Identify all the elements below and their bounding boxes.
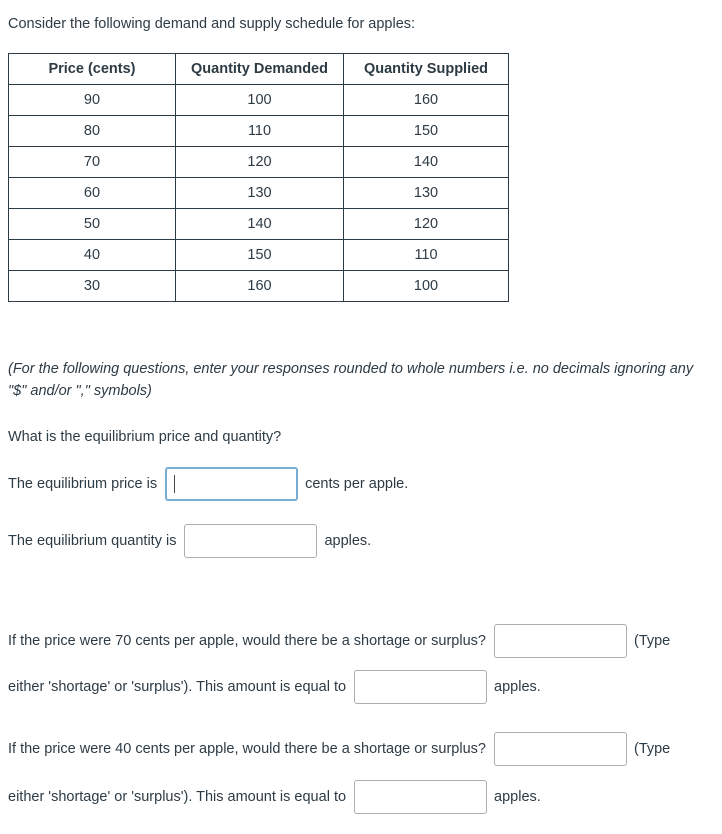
- equilibrium-quantity-suffix: apples.: [324, 532, 372, 549]
- cell-supplied: 150: [344, 116, 509, 147]
- demand-supply-table: [8, 53, 509, 302]
- price70-type-hint: (Type: [633, 632, 671, 649]
- price70-type-input[interactable]: [494, 624, 627, 658]
- text-cursor: [174, 475, 175, 493]
- cell-price: 30: [9, 271, 176, 302]
- cell-supplied: 120: [344, 209, 509, 240]
- equilibrium-price-suffix: cents per apple.: [305, 475, 409, 492]
- equilibrium-price-input[interactable]: [165, 467, 298, 501]
- table-row: [9, 147, 509, 178]
- cell-demanded: 100: [176, 85, 344, 116]
- price40-amount-input[interactable]: [354, 780, 487, 814]
- cell-price: 50: [9, 209, 176, 240]
- price40-amount-row: [8, 780, 714, 814]
- instructions-note: (For the following questions, enter your responses rounded to whole numbers i.e. no decimals ignoring any "$" and/or "," symbols): [8, 361, 694, 400]
- price70-question-row: [8, 624, 714, 658]
- equilibrium-price-row: [8, 467, 714, 501]
- price70-amount-suffix: apples.: [494, 678, 541, 695]
- cell-price: 70: [9, 147, 176, 178]
- intro-text: Consider the following demand and supply schedule for apples:: [8, 16, 416, 32]
- table-row: [9, 209, 509, 240]
- table-row: [9, 116, 509, 147]
- table-row: [9, 240, 509, 271]
- price40-type-hint: (Type: [633, 740, 671, 757]
- cell-price: 90: [9, 85, 176, 116]
- header-quantity-demanded: Quantity Demanded: [176, 54, 344, 85]
- price40-amount-prefix: either 'shortage' or 'surplus'). This amount is equal to: [8, 788, 347, 805]
- price70-amount-row: [8, 670, 714, 704]
- price40-amount-suffix: apples.: [494, 788, 541, 805]
- equilibrium-quantity-row: [8, 524, 714, 558]
- table-row: [9, 85, 509, 116]
- header-price: Price (cents): [9, 54, 176, 85]
- price70-amount-input[interactable]: [354, 670, 487, 704]
- table-header-row: [9, 54, 509, 85]
- cell-demanded: 110: [176, 116, 344, 147]
- cell-supplied: 110: [344, 240, 509, 271]
- cell-supplied: 130: [344, 178, 509, 209]
- cell-supplied: 160: [344, 85, 509, 116]
- cell-price: 60: [9, 178, 176, 209]
- cell-demanded: 140: [176, 209, 344, 240]
- cell-demanded: 120: [176, 147, 344, 178]
- table-row: [9, 271, 509, 302]
- price70-question-text: If the price were 70 cents per apple, would there be a shortage or surplus?: [8, 632, 486, 649]
- table-row: [9, 178, 509, 209]
- header-quantity-supplied: Quantity Supplied: [344, 54, 509, 85]
- cell-price: 40: [9, 240, 176, 271]
- cell-price: 80: [9, 116, 176, 147]
- price40-type-input[interactable]: [494, 732, 627, 766]
- equilibrium-question: What is the equilibrium price and quantity?: [8, 428, 282, 445]
- equilibrium-price-prefix: The equilibrium price is: [8, 475, 158, 492]
- cell-demanded: 130: [176, 178, 344, 209]
- equilibrium-quantity-prefix: The equilibrium quantity is: [8, 532, 177, 549]
- price70-amount-prefix: either 'shortage' or 'surplus'). This amount is equal to: [8, 678, 347, 695]
- cell-demanded: 160: [176, 271, 344, 302]
- cell-supplied: 140: [344, 147, 509, 178]
- price40-question-text: If the price were 40 cents per apple, would there be a shortage or surplus?: [8, 740, 486, 757]
- cell-supplied: 100: [344, 271, 509, 302]
- price40-question-row: [8, 732, 714, 766]
- cell-demanded: 150: [176, 240, 344, 271]
- equilibrium-price-input-wrap: [165, 467, 298, 501]
- equilibrium-quantity-input[interactable]: [184, 524, 317, 558]
